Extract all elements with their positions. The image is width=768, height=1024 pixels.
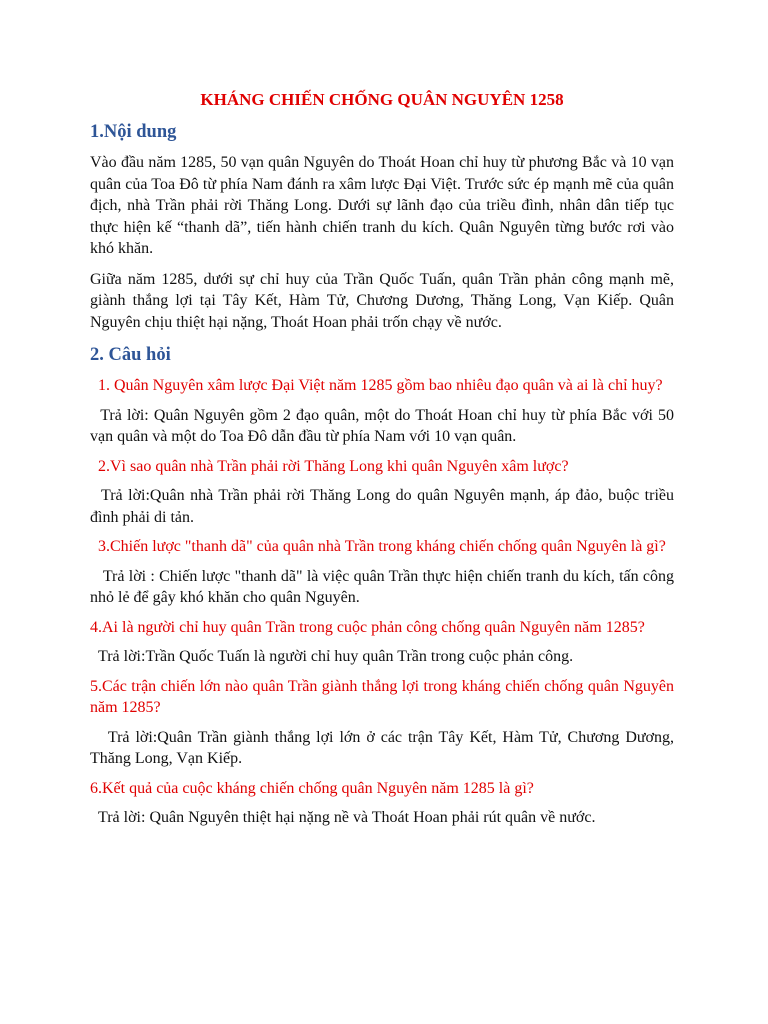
answer-4: Trả lời:Trần Quốc Tuấn là người chỉ huy quân Trần trong cuộc phản công.: [90, 648, 574, 665]
answer-1: Trả lời: Quân Nguyên gồm 2 đạo quân, một do Thoát Hoan chỉ huy từ phía Bắc với 50 vạn quân và một do Toa Đô dẫn đầu từ phía Nam với 10 vạn quân.: [90, 406, 678, 445]
question-1: 1. Quân Nguyên xâm lược Đại Việt năm 1285 gồm bao nhiêu đạo quân và ai là chỉ huy?: [90, 377, 663, 394]
content-paragraph-1: Vào đầu năm 1285, 50 vạn quân Nguyên do Thoát Hoan chỉ huy từ phương Bắc và 10 vạn quân của Toa Đô từ phía Nam đánh ra xâm lược Đại Việt. Trước sức ép mạnh mẽ của quân địch, nhà Trần phải rời Thăng Long. Dưới sự lãnh đạo của triều đình, nhân dân tiếp tục thực hiện kế “thanh dã”, tiến hành chiến tranh du kích. Quân Nguyên từng bước rơi vào khó khăn.: [90, 154, 674, 257]
question-5: 5.Các trận chiến lớn nào quân Trần giành thắng lợi trong kháng chiến chống quân Nguyên năm 1285?: [90, 677, 678, 716]
answer-5: Trả lời:Quân Trần giành thắng lợi lớn ở các trận Tây Kết, Hàm Tử, Chương Dương, Thăng Long, Vạn Kiếp.: [90, 728, 678, 767]
answer-2: Trả lời:Quân nhà Trần phải rời Thăng Long do quân Nguyên mạnh, áp đảo, buộc triều đình phải di tản.: [90, 487, 679, 526]
answer-3: Trả lời : Chiến lược "thanh dã" là việc quân Trần thực hiện chiến tranh du kích, tấn công nhỏ lẻ để gây khó khăn cho quân Nguyên.: [90, 567, 679, 606]
section-heading-questions: 2. Câu hỏi: [90, 345, 171, 365]
question-2: 2.Vì sao quân nhà Trần phải rời Thăng Long khi quân Nguyên xâm lược?: [90, 457, 569, 475]
question-3: 3.Chiến lược "thanh dã" của quân nhà Trần trong kháng chiến chống quân Nguyên là gì?: [90, 538, 666, 555]
question-4: 4.Ai là người chỉ huy quân Trần trong cuộc phản công chống quân Nguyên năm 1285?: [90, 618, 645, 636]
question-6: 6.Kết quả của cuộc kháng chiến chống quân Nguyên năm 1285 là gì?: [90, 779, 534, 797]
section-heading-content: 1.Nội dung: [90, 122, 177, 142]
document-title: KHÁNG CHIẾN CHỐNG QUÂN NGUYÊN 1258: [200, 90, 564, 109]
content-paragraph-2: Giữa năm 1285, dưới sự chỉ huy của Trần Quốc Tuấn, quân Trần phản công mạnh mẽ, giành thắng lợi tại Tây Kết, Hàm Tử, Chương Dương, Thăng Long, Vạn Kiếp. Quân Nguyên chịu thiệt hại nặng, Thoát Hoan phải trốn chạy về nước.: [90, 270, 674, 331]
answer-6: Trả lời: Quân Nguyên thiệt hại nặng nề và Thoát Hoan phải rút quân về nước.: [90, 809, 596, 826]
document-page: [90, 88, 679, 837]
